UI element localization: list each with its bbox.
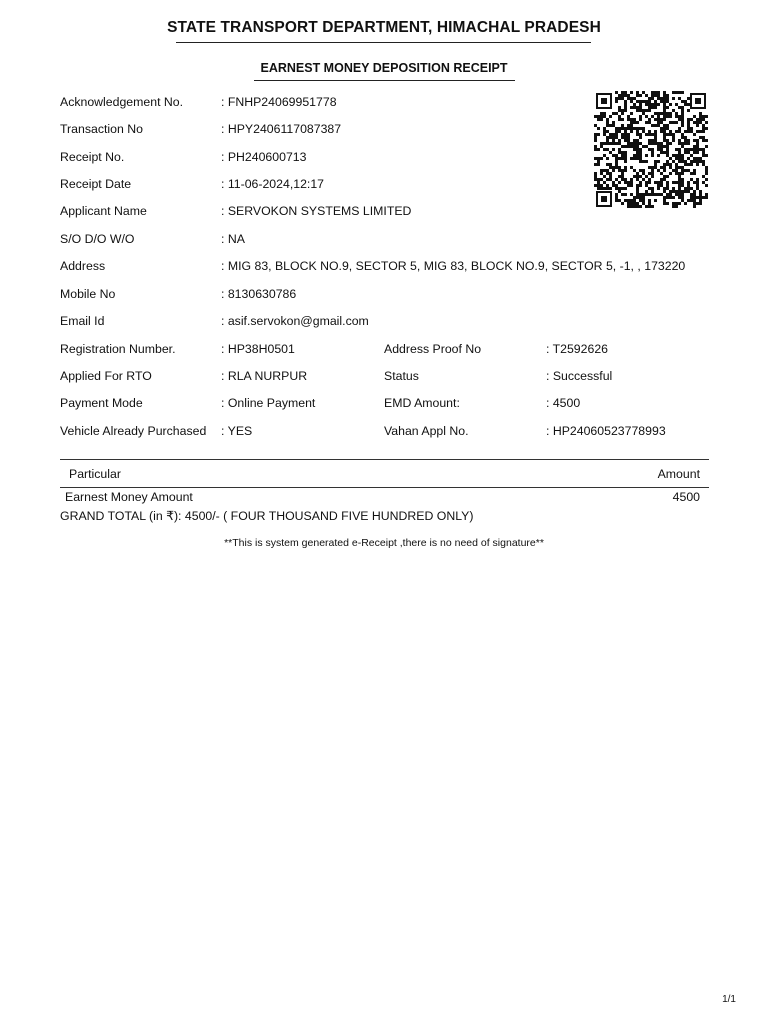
address-value: : MIG 83, BLOCK NO.9, SECTOR 5, MIG 83, BLOCK NO.9, SECTOR 5, -1, , 173220 — [221, 259, 686, 273]
registration-number-value: : HP38H0501 — [221, 342, 295, 356]
mobile-no-value: : 8130630786 — [221, 287, 297, 301]
table-header-rule — [60, 487, 709, 488]
status-label: Status — [384, 369, 419, 383]
receipt-no-value: : PH240600713 — [221, 150, 307, 164]
applied-for-rto-value: : RLA NURPUR — [221, 369, 308, 383]
address-proof-no-value: : T2592626 — [546, 342, 608, 356]
email-id-value: : asif.servokon@gmail.com — [221, 314, 369, 328]
grand-total: GRAND TOTAL (in ₹): 4500/- ( FOUR THOUSAND FIVE HUNDRED ONLY) — [60, 509, 474, 523]
table-header-particular: Particular — [69, 467, 121, 481]
table-top-rule — [60, 459, 709, 460]
page-title: STATE TRANSPORT DEPARTMENT, HIMACHAL PRADESH — [167, 19, 601, 36]
registration-number-label: Registration Number. — [60, 342, 176, 356]
system-generated-note: **This is system generated e-Receipt ,there is no need of signature** — [224, 537, 544, 549]
status-value: : Successful — [546, 369, 613, 383]
title-underline — [176, 42, 591, 43]
vahan-appl-no-label: Vahan Appl No. — [384, 424, 469, 438]
table-row-particular: Earnest Money Amount — [65, 490, 193, 504]
relation-label: S/O D/O W/O — [60, 232, 135, 246]
vahan-appl-no-value: : HP24060523778993 — [546, 424, 666, 438]
receipt-subtitle: EARNEST MONEY DEPOSITION RECEIPT — [260, 61, 508, 75]
email-id-label: Email Id — [60, 314, 105, 328]
emd-amount-value: : 4500 — [546, 396, 581, 410]
subtitle-underline — [254, 80, 515, 81]
applied-for-rto-label: Applied For RTO — [60, 369, 152, 383]
vehicle-already-purchased-value: : YES — [221, 424, 253, 438]
address-proof-no-label: Address Proof No — [384, 342, 482, 356]
mobile-no-label: Mobile No — [60, 287, 116, 301]
payment-mode-label: Payment Mode — [60, 396, 143, 410]
emd-amount-label: EMD Amount: — [384, 396, 460, 410]
relation-value: : NA — [221, 232, 245, 246]
address-label: Address — [60, 259, 106, 273]
acknowledgement-no-label: Acknowledgement No. — [60, 95, 184, 109]
page-number: 1/1 — [722, 994, 736, 1005]
receipt-date-label: Receipt Date — [60, 177, 132, 191]
receipt-no-label: Receipt No. — [60, 150, 125, 164]
applicant-name-value: : SERVOKON SYSTEMS LIMITED — [221, 204, 412, 218]
receipt-date-value: : 11-06-2024,12:17 — [221, 177, 325, 191]
vehicle-already-purchased-label: Vehicle Already Purchased — [60, 424, 207, 438]
qr-code-icon — [594, 91, 708, 209]
table-header-amount: Amount — [657, 467, 700, 481]
table-row-amount: 4500 — [672, 490, 700, 504]
applicant-name-label: Applicant Name — [60, 204, 147, 218]
transaction-no-value: : HPY2406117087387 — [221, 122, 342, 136]
acknowledgement-no-value: : FNHP24069951778 — [221, 95, 337, 109]
payment-mode-value: : Online Payment — [221, 396, 316, 410]
transaction-no-label: Transaction No — [60, 122, 143, 136]
